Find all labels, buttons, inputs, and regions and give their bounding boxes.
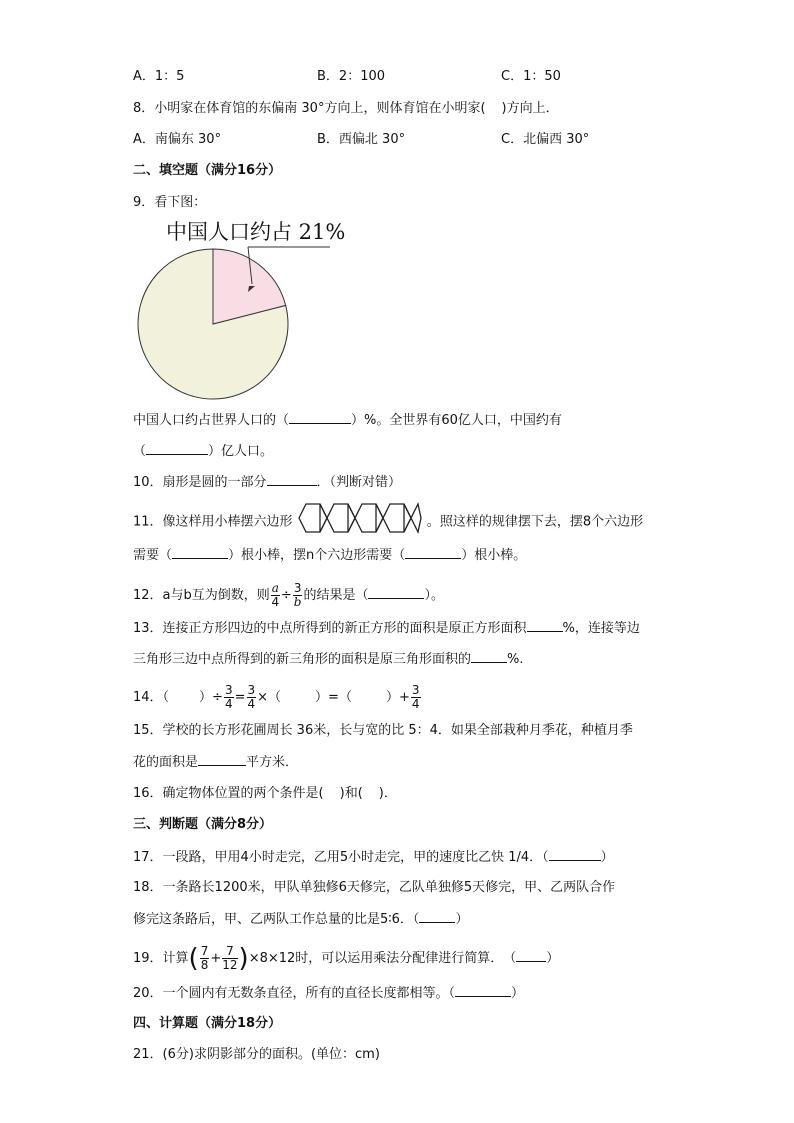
q13-line1	[133, 619, 640, 638]
fraction-7-12	[222, 945, 237, 972]
q18-line1: 18．一条路长1200米，甲队单独修6天修完，乙队单独修5天修完，甲、乙两队合作	[133, 880, 616, 895]
q16-mid: )和(	[339, 786, 363, 801]
q12-div: ÷	[280, 588, 292, 603]
q12-blank[interactable]	[368, 586, 424, 599]
fraction-a-over-4	[271, 582, 280, 609]
q14-p3: ×（	[257, 690, 282, 705]
q11-pre: 11．像这样用小棒摆六边形	[133, 514, 293, 530]
q13-blank-2[interactable]	[471, 650, 507, 663]
q19-post: ×8×12时，可以运用乘法分配律进行简算． （	[248, 951, 517, 966]
q11-line2-c: ）根小棒。	[461, 548, 527, 563]
section-heading-calculation: 四、计算题（满分18分）	[133, 1016, 282, 1031]
q8-stem-pre: 8．小明家在体育馆的东偏南 30°方向上，则体育馆在小明家(	[133, 101, 486, 116]
q11-line2	[133, 546, 526, 565]
q12-post: 的结果是（	[303, 588, 369, 603]
q13-line1-pre: 13．连接正方形四边的中点所得到的新正方形的面积是原正方形面积	[133, 621, 527, 636]
q11-post: 。照这样的规律摆下去，摆8个六边形	[426, 514, 644, 530]
fraction-3-4-c	[411, 684, 421, 711]
q18-blank[interactable]	[419, 910, 455, 923]
q9-line2	[133, 442, 273, 461]
frac-den: 4	[224, 697, 233, 711]
q16-post: )．	[378, 786, 397, 801]
frac-num: 7	[200, 944, 209, 958]
q9-line1-post: ）%。全世界有60亿人口，中国约有	[351, 413, 562, 428]
q7-option-c: C．1：50	[501, 69, 561, 84]
q19-blank[interactable]	[516, 949, 546, 962]
frac-num: a	[271, 581, 279, 595]
q13-line2-post: %.	[507, 652, 524, 667]
q9-stem: 9．看下图：	[133, 195, 207, 210]
q18-line2	[133, 910, 468, 929]
q9-line2-pre: （	[133, 444, 147, 459]
frac-num: 7	[222, 945, 237, 959]
q19-plus: +	[210, 951, 222, 966]
section-heading-fill-blank: 二、填空题（满分16分）	[133, 163, 282, 178]
q20	[133, 984, 524, 1003]
hexagon-chain-figure	[297, 501, 423, 535]
q13-line2	[133, 650, 524, 669]
q7-option-a: A．1：5	[133, 69, 185, 84]
q8-stem-post: )方向上．	[501, 101, 559, 116]
q11-line2-b: ）根小棒，摆n个六边形需要（	[228, 548, 406, 563]
q14-p1: 14．（	[133, 690, 170, 705]
close-paren: )	[238, 943, 249, 974]
q9-blank-percent[interactable]	[289, 411, 351, 424]
frac-den: 4	[247, 697, 256, 711]
q17-pre: 17．一段路，甲用4小时走完，乙用5小时走完，甲的速度比乙快 1/4．（	[133, 850, 549, 865]
q14-p4: ）=（	[315, 690, 352, 705]
fraction-7-8	[200, 945, 210, 972]
q20-blank[interactable]	[455, 984, 511, 997]
q12	[133, 582, 444, 609]
fraction-3-4-a	[224, 684, 234, 711]
frac-num: 3	[293, 581, 302, 595]
q16	[133, 785, 397, 803]
q15-line2-post: 平方米．	[246, 755, 299, 770]
q8-option-c: C．北偏西 30°	[501, 132, 590, 147]
q13-blank-1[interactable]	[527, 619, 563, 632]
q18-line2-post: ）	[455, 912, 469, 927]
q10-post: ．（判断对错）	[316, 475, 402, 490]
frac-den: 4	[411, 697, 420, 711]
q11-line2-a: 需要（	[133, 548, 173, 563]
q20-pre: 20．一个圆内有无数条直径，所有的直径长度都相等。（	[133, 986, 456, 1001]
q19	[133, 945, 559, 972]
chart-title: 中国人口约占 21%	[166, 220, 346, 244]
hexagon-5	[404, 504, 421, 532]
q11-line1	[133, 509, 643, 535]
q7-option-b: B．2：100	[317, 69, 386, 84]
q9-blank-population[interactable]	[146, 442, 208, 455]
q14-p5: ）+	[385, 690, 410, 705]
q14-eq: =	[234, 690, 246, 705]
q13-line1-post: %，连接等边	[562, 621, 640, 636]
q18-line2-pre: 修完这条路后，甲、乙两队工作总量的比是5∶6．（	[133, 912, 420, 927]
q17-post: ）	[600, 850, 614, 865]
q8-stem	[133, 100, 559, 118]
q15-line2-pre: 花的面积是	[133, 755, 199, 770]
q16-pre: 16．确定物体位置的两个条件是(	[133, 786, 324, 801]
q8-option-b: B．西偏北 30°	[317, 132, 406, 147]
pie-chart	[130, 212, 370, 404]
section-heading-true-false: 三、判断题（满分8分）	[133, 817, 273, 832]
q14	[133, 684, 422, 711]
q15-line1: 15．学校的长方形花圃周长 36米，长与宽的比 5：4．如果全部栽种月季花，种植月季	[133, 723, 633, 738]
q12-pre: 12．a与b互为倒数，则	[133, 588, 270, 603]
q9-line1-pre: 中国人口约占世界人口的（	[133, 413, 290, 428]
q11-blank-2[interactable]	[405, 546, 461, 559]
q13-line2-pre: 三角形三边中点所得到的新三角形的面积是原三角形面积的	[133, 652, 472, 667]
fraction-3-4-b	[247, 684, 257, 711]
q9-line1	[133, 411, 562, 430]
frac-num: 3	[224, 683, 233, 697]
q14-p2: ）÷	[199, 690, 223, 705]
frac-den: 8	[200, 958, 209, 972]
q8-option-a: A．南偏东 30°	[133, 132, 222, 147]
q10-pre: 10．扇形是圆的一部分	[133, 475, 267, 490]
q11-blank-1[interactable]	[172, 546, 228, 559]
q19-post2: ）	[546, 951, 560, 966]
q17	[133, 848, 614, 867]
q21: 21．(6分)求阴影部分的面积。(单位：cm)	[133, 1047, 380, 1062]
open-paren: (	[188, 943, 199, 974]
frac-num: 3	[411, 683, 420, 697]
q12-post2: ）。	[424, 588, 444, 603]
q19-pre: 19．计算	[133, 951, 189, 966]
frac-num: 3	[247, 683, 256, 697]
q20-post: ）	[511, 986, 525, 1001]
frac-den: 4	[271, 595, 280, 609]
q10	[133, 473, 401, 492]
frac-den: b	[293, 595, 302, 609]
q17-blank[interactable]	[549, 848, 601, 861]
q15-line2	[133, 753, 298, 772]
q9-line2-post: ）亿人口。	[208, 444, 274, 459]
frac-den: 12	[222, 958, 238, 972]
q15-blank[interactable]	[198, 753, 246, 766]
q10-blank[interactable]	[267, 473, 317, 486]
fraction-3-over-b	[293, 582, 303, 609]
